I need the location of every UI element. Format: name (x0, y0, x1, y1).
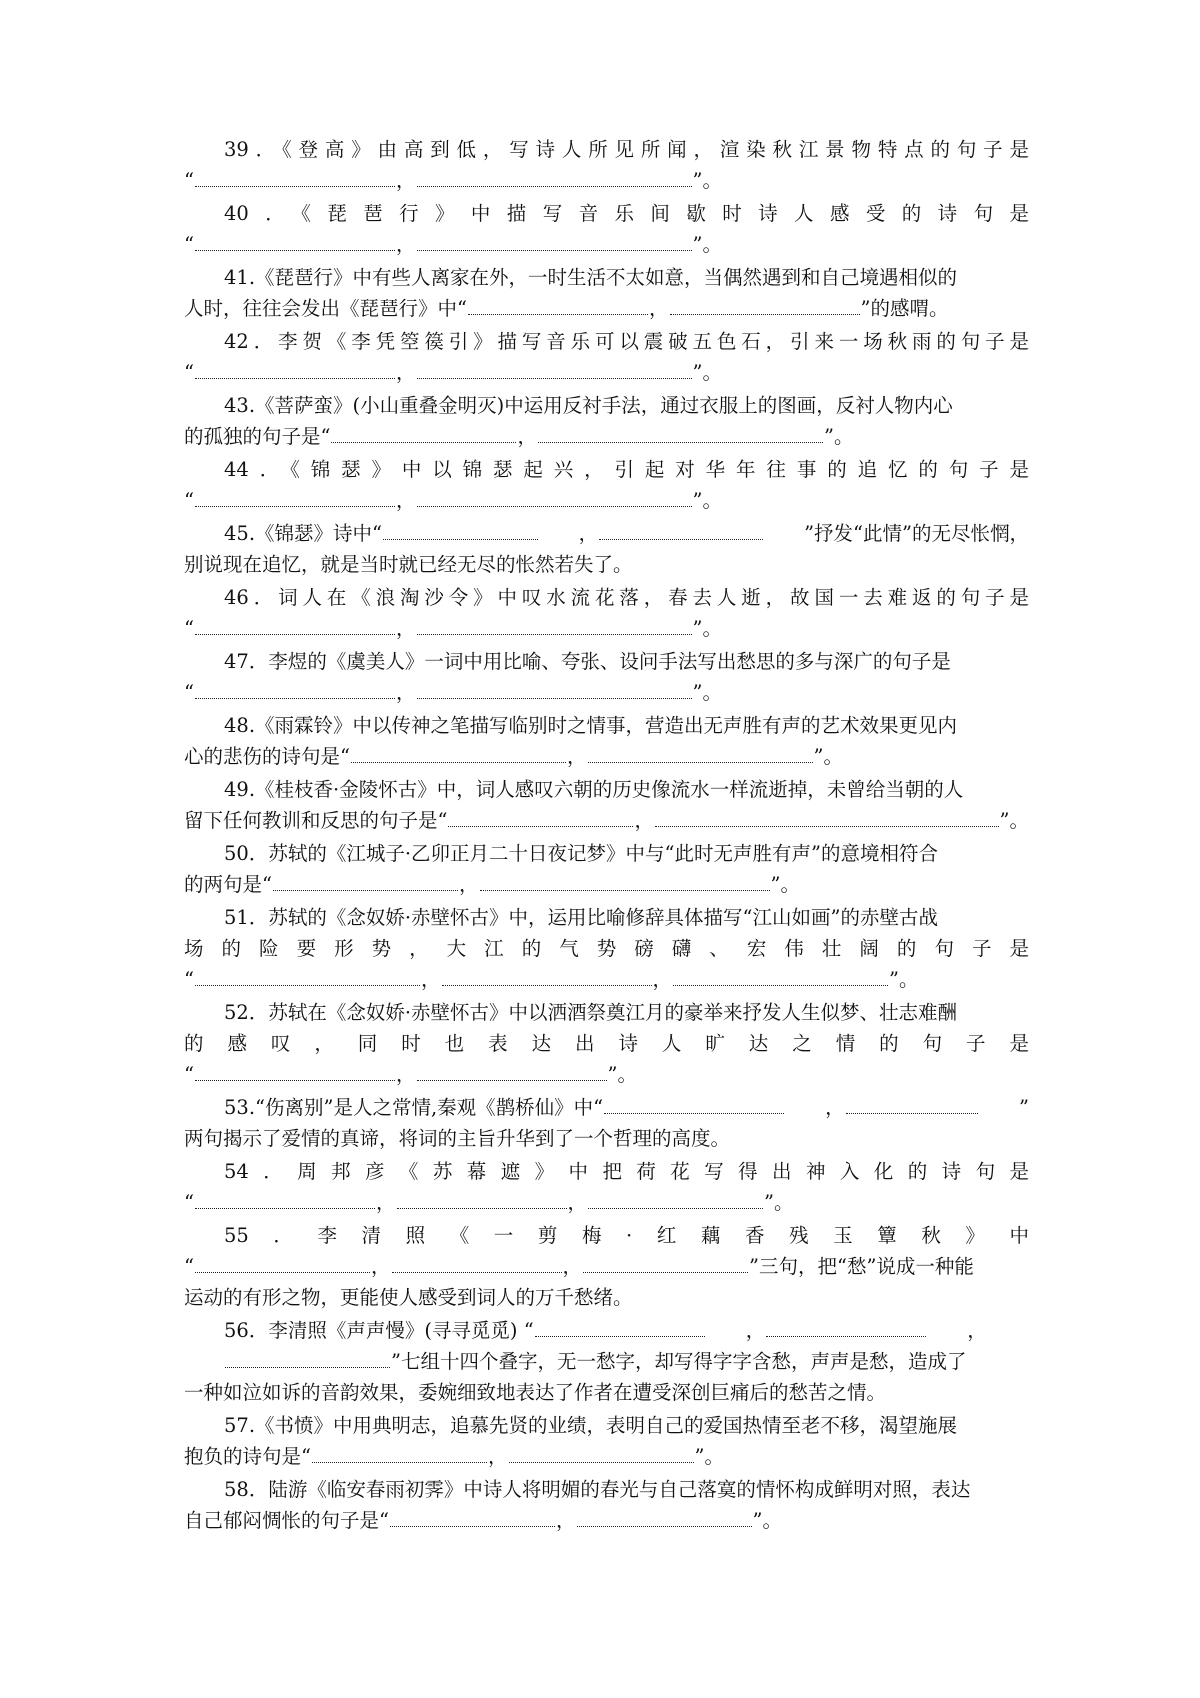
question-43 (184, 390, 1029, 452)
answer-blank[interactable] (766, 1318, 926, 1337)
answer-blank[interactable] (509, 1444, 694, 1463)
answer-line: 心的悲伤的诗句是“ ， ”。 (184, 745, 843, 768)
answer-blank[interactable] (655, 808, 999, 827)
answer-blank[interactable] (225, 1349, 390, 1368)
question-text: 40．《琵琶行》中描写音乐间歇时诗人感受的诗句是 (224, 202, 1029, 225)
answer-blank[interactable] (273, 872, 458, 891)
answer-line: 抱负的诗句是“ ， ”。 (184, 1445, 724, 1468)
answer-blank[interactable] (417, 616, 692, 635)
answer-blank[interactable] (195, 168, 395, 187)
answer-line: “ ， ”。 (184, 489, 722, 512)
question-52 (184, 997, 1029, 1090)
question-40 (184, 198, 1029, 260)
answer-blank[interactable] (604, 1095, 784, 1114)
answer-blank[interactable] (417, 232, 692, 251)
answer-line: “ ， ， ”。 (184, 968, 919, 991)
question-text: 54．周邦彦《苏幕遮》中把荷花写得出神入化的诗句是 (224, 1160, 1029, 1183)
question-text: 的感叹，同时也表达出诗人旷达之情的句子是 (184, 1032, 1029, 1055)
question-49 (184, 774, 1029, 836)
answer-line: “ ， ”。 (184, 233, 722, 256)
question-48 (184, 710, 1029, 772)
answer-line: “ ， ， ”。 (184, 1191, 794, 1214)
answer-blank[interactable] (195, 1254, 370, 1273)
answer-line: 53.“伤离别”是人之常情,秦观《鹊桥仙》中“ ， ” (224, 1096, 1029, 1119)
answer-blank[interactable] (392, 1254, 562, 1273)
answer-blank[interactable] (535, 1318, 705, 1337)
answer-blank[interactable] (673, 967, 888, 986)
answer-blank[interactable] (195, 680, 395, 699)
question-text: 运动的有形之物，更能使人感受到词人的万千愁绪。 (184, 1286, 633, 1309)
answer-blank[interactable] (468, 296, 648, 315)
answer-line: “ ， ”。 (184, 617, 722, 640)
question-text: 41.《琵琶行》中有些人离家在外，一时生活不太如意，当偶然遇到和自己境遇相似的 (224, 266, 958, 289)
question-text: 47．李煜的《虞美人》一词中用比喻、夸张、设问手法写出愁思的多与深广的句子是 (224, 650, 951, 673)
question-text: 44．《锦瑟》中以锦瑟起兴，引起对华年往事的追忆的句子是 (224, 458, 1029, 481)
question-text: 场的险要形势，大江的气势磅礴、宏伟壮阔的句子是 (184, 937, 1029, 960)
answer-line: “ ， ”。 (184, 169, 722, 192)
question-44 (184, 454, 1029, 516)
question-text: 52．苏轼在《念奴娇·赤壁怀古》中以洒酒祭奠江月的豪举来抒发人生似梦、壮志难酬 (224, 1001, 958, 1024)
answer-line: “ ， ”。 (184, 1063, 637, 1086)
answer-line: 自己郁闷惆怅的句子是“ ， ”。 (184, 1509, 782, 1532)
question-42 (184, 326, 1029, 388)
question-46 (184, 582, 1029, 644)
question-41 (184, 262, 1029, 324)
question-54 (184, 1156, 1029, 1218)
question-text: 51．苏轼的《念奴娇·赤壁怀古》中，运用比喻修辞具体描写“江山如画”的赤壁古战 (224, 906, 938, 929)
answer-line: “ ， ”。 (184, 681, 722, 704)
answer-line: 人时，往往会发出《琵琶行》中“ ， ”的感喟。 (184, 297, 949, 320)
answer-blank[interactable] (417, 488, 692, 507)
question-51 (184, 902, 1029, 995)
question-text: 57.《书愤》中用典明志，追慕先贤的业绩，表明自己的爱国热情至老不移，渴望施展 (224, 1414, 958, 1437)
answer-line: 45.《锦瑟》诗中“ ， ”抒发“此情”的无尽怅惘， (224, 522, 1029, 545)
question-56 (184, 1315, 1029, 1408)
answer-blank[interactable] (383, 521, 538, 540)
answer-line: 的两句是“ ， ”。 (184, 873, 800, 896)
question-text: 42．李贺《李凭箜篌引》描写音乐可以震破五色石，引来一场秋雨的句子是 (224, 330, 1029, 353)
answer-blank[interactable] (448, 808, 633, 827)
answer-blank[interactable] (583, 1254, 748, 1273)
answer-blank[interactable] (538, 424, 823, 443)
question-text: 46．词人在《浪淘沙令》中叹水流花落，春去人逝，故国一去难返的句子是 (224, 586, 1029, 609)
question-55 (184, 1220, 1029, 1313)
question-text: 50．苏轼的《江城子·乙卯正月二十日夜记梦》中与“此时无声胜有声”的意境相符合 (224, 842, 938, 865)
question-58 (184, 1474, 1029, 1536)
question-text: 49.《桂枝香·金陵怀古》中，词人感叹六朝的历史像流水一样流逝掉，未曾给当朝的人 (224, 778, 964, 801)
answer-blank[interactable] (417, 168, 692, 187)
answer-blank[interactable] (195, 488, 395, 507)
answer-blank[interactable] (577, 1508, 752, 1527)
answer-blank[interactable] (599, 521, 763, 540)
answer-blank[interactable] (195, 232, 395, 251)
answer-blank[interactable] (390, 1508, 555, 1527)
answer-line: 56．李清照《声声慢》(寻寻觅觅) “ ， ， (224, 1319, 987, 1342)
question-57 (184, 1410, 1029, 1472)
answer-line: 的孤独的句子是“ ， ”。 (184, 425, 854, 448)
answer-blank[interactable] (670, 296, 860, 315)
answer-blank[interactable] (195, 967, 420, 986)
question-text: 39．《登高》由高到低，写诗人所见所闻，渲染秋江景物特点的句子是 (224, 138, 1029, 161)
question-45 (184, 518, 1029, 580)
answer-blank[interactable] (351, 744, 566, 763)
answer-blank[interactable] (312, 1444, 487, 1463)
question-50 (184, 838, 1029, 900)
question-text: 58．陆游《临安春雨初霁》中诗人将明媚的春光与自己落寞的情怀构成鲜明对照，表达 (224, 1478, 971, 1501)
answer-blank[interactable] (195, 616, 395, 635)
answer-blank[interactable] (417, 360, 692, 379)
answer-blank[interactable] (846, 1095, 978, 1114)
question-text: 48.《雨霖铃》中以传神之笔描写临别时之情事，营造出无声胜有声的艺术效果更见内 (224, 714, 958, 737)
answer-blank[interactable] (417, 680, 692, 699)
answer-blank[interactable] (480, 872, 770, 891)
question-text: 一种如泣如诉的音韵效果，委婉细致地表达了作者在遭受深创巨痛后的愁苦之情。 (184, 1381, 887, 1404)
answer-blank[interactable] (397, 1190, 567, 1209)
answer-line: “ ， ， ”三句，把“愁”说成一种能 (184, 1255, 974, 1278)
question-39 (184, 134, 1029, 196)
question-47 (184, 646, 1029, 708)
question-text: 两句揭示了爱情的真谛，将词的主旨升华到了一个哲理的高度。 (184, 1127, 731, 1150)
answer-blank[interactable] (417, 1062, 607, 1081)
question-text: 55．李清照《一剪梅·红藕香残玉簟秋》中 (224, 1224, 1029, 1247)
answer-line: “ ， ”。 (184, 361, 722, 384)
question-text: 别说现在追忆，就是当时就已经无尽的怅然若失了。 (184, 553, 633, 576)
answer-line: ”七组十四个叠字，无一愁字，却写得字字含愁，声声是愁，造成了 (184, 1346, 1029, 1377)
answer-blank[interactable] (195, 1190, 375, 1209)
question-53 (184, 1092, 1029, 1154)
answer-blank[interactable] (588, 744, 813, 763)
answer-line: 留下任何教训和反思的句子是“ ， ”。 (184, 809, 1029, 832)
answer-blank[interactable] (195, 360, 395, 379)
answer-blank[interactable] (195, 1062, 395, 1081)
answer-blank[interactable] (588, 1190, 763, 1209)
answer-blank[interactable] (331, 424, 516, 443)
question-text: 43.《菩萨蛮》(小山重叠金明灭)中运用反衬手法，通过衣服上的图画，反衬人物内心 (224, 394, 953, 417)
answer-blank[interactable] (442, 967, 652, 986)
